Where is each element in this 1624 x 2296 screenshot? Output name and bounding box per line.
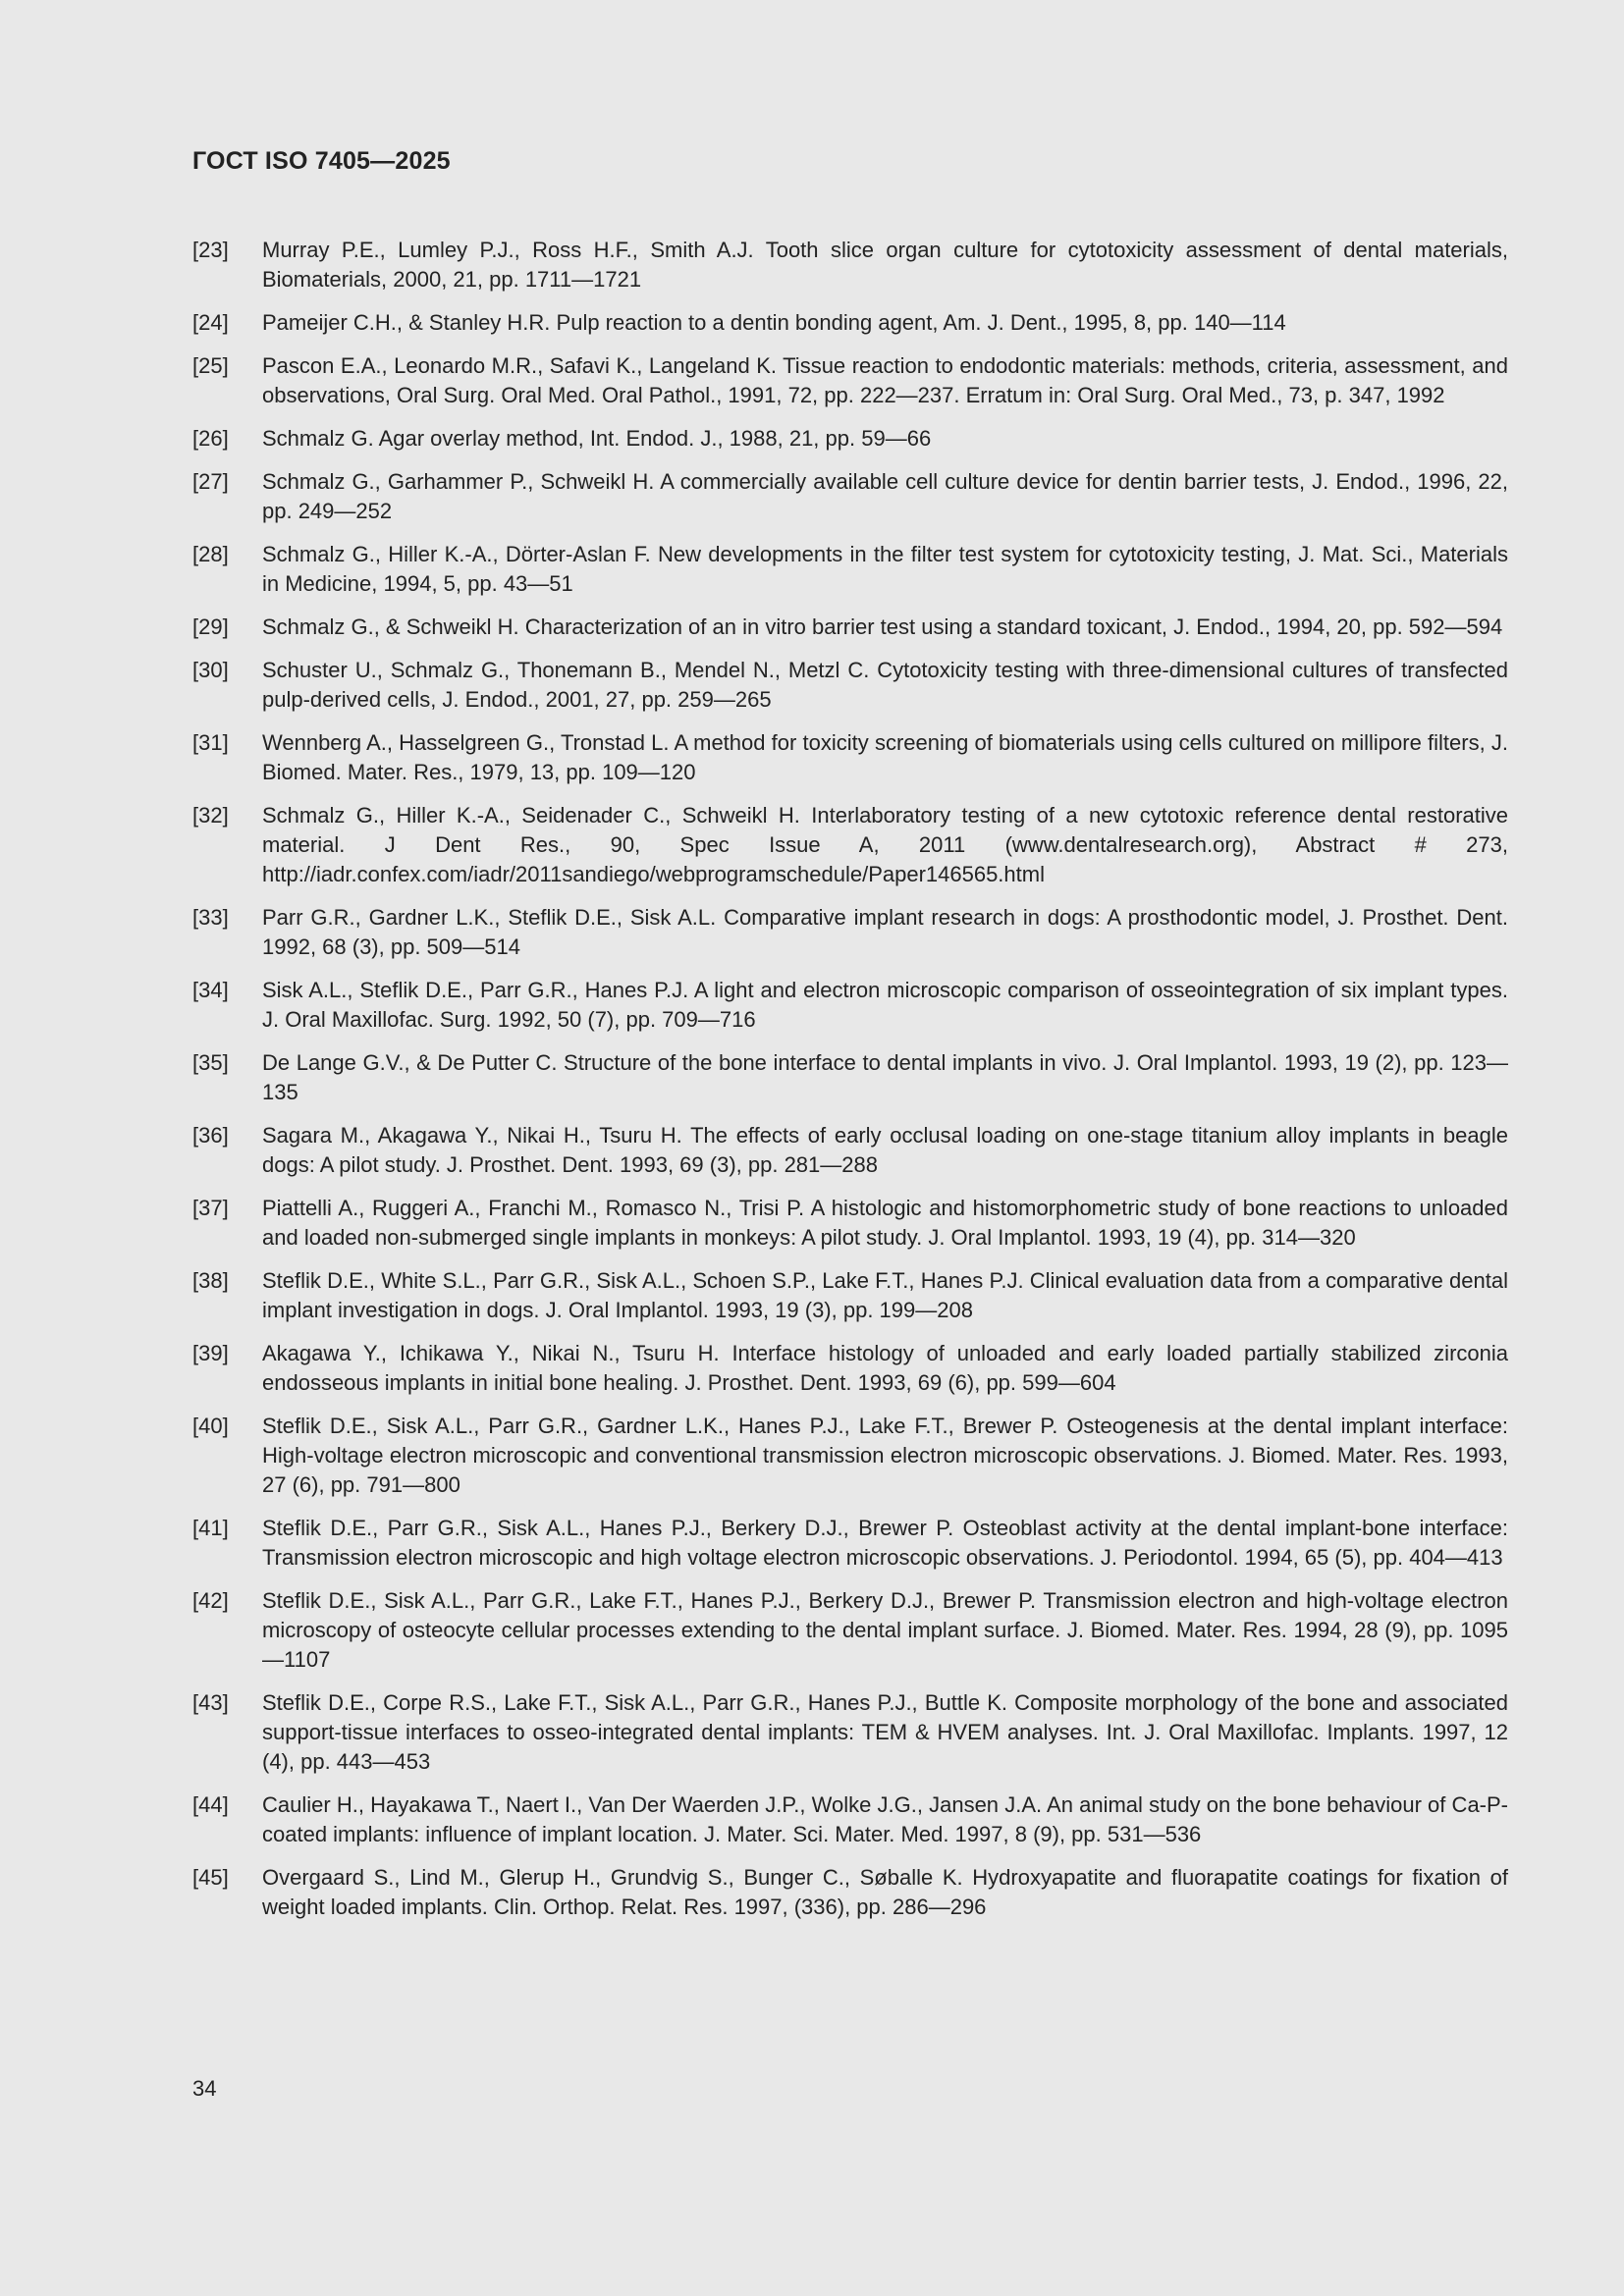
reference-item bbox=[192, 903, 1508, 962]
reference-number: [43] bbox=[192, 1690, 229, 1715]
reference-number: [42] bbox=[192, 1588, 229, 1613]
reference-item bbox=[192, 801, 1508, 889]
reference-number: [25] bbox=[192, 353, 229, 378]
reference-number: [39] bbox=[192, 1341, 229, 1365]
reference-number: [29] bbox=[192, 614, 229, 639]
reference-text: Akagawa Y., Ichikawa Y., Nikai N., Tsuru H. Interface histology of unloaded and early loaded partially stabilized zirconia endosseous implants in initial bone healing. J. Prosthet. Dent. 1993, 69 (6), pp. 599—604 bbox=[262, 1341, 1508, 1395]
reference-text: Overgaard S., Lind M., Glerup H., Grundvig S., Bunger C., Søballe K. Hydroxyapatite and fluorapatite coatings for fixation of weight loaded implants. Clin. Orthop. Relat. Res. 1997, (336), pp. 286—296 bbox=[262, 1865, 1508, 1919]
reference-text: Schmalz G., Garhammer P., Schweikl H. A commercially available cell culture device for dentin barrier tests, J. Endod., 1996, 22, pp. 249—252 bbox=[262, 469, 1508, 523]
reference-item bbox=[192, 308, 1508, 338]
reference-text: Steflik D.E., Parr G.R., Sisk A.L., Hanes P.J., Berkery D.J., Brewer P. Osteoblast activity at the dental implant-bone interface: Transmission electron microscopic and high voltage electron microscopic observations. J. Periodontol. 1994, 65 (5), pp. 404—413 bbox=[262, 1516, 1508, 1570]
reference-number: [32] bbox=[192, 803, 229, 828]
reference-item bbox=[192, 976, 1508, 1035]
reference-item bbox=[192, 656, 1508, 715]
reference-item bbox=[192, 1194, 1508, 1253]
document-header-title: ГОСТ ISO 7405—2025 bbox=[192, 147, 451, 175]
reference-number: [31] bbox=[192, 730, 229, 755]
reference-number: [38] bbox=[192, 1268, 229, 1293]
reference-text: Steflik D.E., White S.L., Parr G.R., Sisk A.L., Schoen S.P., Lake F.T., Hanes P.J. Clinical evaluation data from a comparative dental implant investigation in dogs. J. Oral Implantol. 1993, 19 (3), pp. 199—208 bbox=[262, 1268, 1508, 1322]
reference-text: Schmalz G., Hiller K.-A., Seidenader C., Schweikl H. Interlaboratory testing of a new cytotoxic reference dental restorative material. J Dent Res., 90, Spec Issue A, 2011 (www.dentalresearch.org), Abstract # 273, http://iadr.confex.com/iadr/2011sandiego/webprogramschedule/Paper146565.html bbox=[262, 803, 1508, 886]
reference-item bbox=[192, 1412, 1508, 1500]
reference-text: Steflik D.E., Corpe R.S., Lake F.T., Sisk A.L., Parr G.R., Hanes P.J., Buttle K. Composite morphology of the bone and associated support-tissue interfaces to osseo-integrated dental implants: TEM & HVEM analyses. Int. J. Oral Maxillofac. Implants. 1997, 12 (4), pp. 443—453 bbox=[262, 1690, 1508, 1774]
reference-text: Pascon E.A., Leonardo M.R., Safavi K., Langeland K. Tissue reaction to endodontic materials: methods, criteria, assessment, and observations, Oral Surg. Oral Med. Oral Pathol., 1991, 72, pp. 222—237. Erratum in: Oral Surg. Oral Med., 73, p. 347, 1992 bbox=[262, 353, 1508, 407]
reference-item bbox=[192, 236, 1508, 294]
reference-number: [26] bbox=[192, 426, 229, 451]
reference-text: Wennberg A., Hasselgreen G., Tronstad L. A method for toxicity screening of biomaterials using cells cultured on millipore filters, J. Biomed. Mater. Res., 1979, 13, pp. 109—120 bbox=[262, 730, 1508, 784]
reference-item bbox=[192, 613, 1508, 642]
reference-number: [28] bbox=[192, 542, 229, 566]
reference-text: Piattelli A., Ruggeri A., Franchi M., Romasco N., Trisi P. A histologic and histomorphometric study of bone reactions to unloaded and loaded non-submerged single implants in monkeys: A pilot study. J. Oral Implantol. 1993, 19 (4), pp. 314—320 bbox=[262, 1196, 1508, 1250]
reference-text: Steflik D.E., Sisk A.L., Parr G.R., Lake F.T., Hanes P.J., Berkery D.J., Brewer P. Transmission electron and high-voltage electron microscopy of osteocyte cellular processes extending to the dental implant surface. J. Biomed. Mater. Res. 1994, 28 (9), pp. 1095—1107 bbox=[262, 1588, 1508, 1672]
reference-number: [35] bbox=[192, 1050, 229, 1075]
reference-number: [34] bbox=[192, 978, 229, 1002]
reference-text: Caulier H., Hayakawa T., Naert I., Van Der Waerden J.P., Wolke J.G., Jansen J.A. An animal study on the bone behaviour of Ca-P-coated implants: influence of implant location. J. Mater. Sci. Mater. Med. 1997, 8 (9), pp. 531—536 bbox=[262, 1792, 1508, 1846]
reference-text: Murray P.E., Lumley P.J., Ross H.F., Smith A.J. Tooth slice organ culture for cytotoxicity assessment of dental materials, Biomaterials, 2000, 21, pp. 1711—1721 bbox=[262, 238, 1508, 292]
reference-number: [40] bbox=[192, 1414, 229, 1438]
reference-number: [44] bbox=[192, 1792, 229, 1817]
reference-text: Steflik D.E., Sisk A.L., Parr G.R., Gardner L.K., Hanes P.J., Lake F.T., Brewer P. Osteogenesis at the dental implant interface: High-voltage electron microscopic and conventional transmission electron microscopic observations. J. Biomed. Mater. Res. 1993, 27 (6), pp. 791—800 bbox=[262, 1414, 1508, 1497]
reference-number: [23] bbox=[192, 238, 229, 262]
reference-number: [27] bbox=[192, 469, 229, 494]
reference-item bbox=[192, 1514, 1508, 1573]
reference-number: [33] bbox=[192, 905, 229, 930]
reference-number: [30] bbox=[192, 658, 229, 682]
reference-text: De Lange G.V., & De Putter C. Structure of the bone interface to dental implants in vivo. J. Oral Implantol. 1993, 19 (2), pp. 123—135 bbox=[262, 1050, 1508, 1104]
reference-number: [36] bbox=[192, 1123, 229, 1148]
reference-item bbox=[192, 467, 1508, 526]
reference-item bbox=[192, 1121, 1508, 1180]
reference-text: Sagara M., Akagawa Y., Nikai H., Tsuru H. The effects of early occlusal loading on one-stage titanium alloy implants in beagle dogs: A pilot study. J. Prosthet. Dent. 1993, 69 (3), pp. 281—288 bbox=[262, 1123, 1508, 1177]
reference-text: Schmalz G., Hiller K.-A., Dörter-Aslan F. New developments in the filter test system for cytotoxicity testing, J. Mat. Sci., Materials in Medicine, 1994, 5, pp. 43—51 bbox=[262, 542, 1508, 596]
reference-text: Parr G.R., Gardner L.K., Steflik D.E., Sisk A.L. Comparative implant research in dogs: A prosthodontic model, J. Prosthet. Dent. 1992, 68 (3), pp. 509—514 bbox=[262, 905, 1508, 959]
reference-item bbox=[192, 728, 1508, 787]
reference-item bbox=[192, 1266, 1508, 1325]
reference-number: [37] bbox=[192, 1196, 229, 1220]
page-number: 34 bbox=[192, 2076, 217, 2101]
reference-list bbox=[192, 236, 1508, 1936]
reference-item bbox=[192, 1586, 1508, 1675]
reference-item bbox=[192, 1688, 1508, 1777]
reference-text: Schuster U., Schmalz G., Thonemann B., Mendel N., Metzl C. Cytotoxicity testing with three-dimensional cultures of transfected pulp-derived cells, J. Endod., 2001, 27, pp. 259—265 bbox=[262, 658, 1508, 712]
reference-item bbox=[192, 351, 1508, 410]
reference-text: Schmalz G., & Schweikl H. Characterization of an in vitro barrier test using a standard toxicant, J. Endod., 1994, 20, pp. 592—594 bbox=[262, 614, 1503, 639]
reference-item bbox=[192, 424, 1508, 454]
reference-item bbox=[192, 1048, 1508, 1107]
reference-item bbox=[192, 1339, 1508, 1398]
reference-text: Schmalz G. Agar overlay method, Int. Endod. J., 1988, 21, pp. 59—66 bbox=[262, 426, 932, 451]
reference-item bbox=[192, 1790, 1508, 1849]
reference-number: [45] bbox=[192, 1865, 229, 1890]
reference-text: Sisk A.L., Steflik D.E., Parr G.R., Hanes P.J. A light and electron microscopic comparison of osseointegration of six implant types. J. Oral Maxillofac. Surg. 1992, 50 (7), pp. 709—716 bbox=[262, 978, 1508, 1032]
reference-text: Pameijer C.H., & Stanley H.R. Pulp reaction to a dentin bonding agent, Am. J. Dent., 1995, 8, pp. 140—114 bbox=[262, 310, 1286, 335]
reference-item bbox=[192, 1863, 1508, 1922]
reference-number: [41] bbox=[192, 1516, 229, 1540]
reference-number: [24] bbox=[192, 310, 229, 335]
reference-item bbox=[192, 540, 1508, 599]
